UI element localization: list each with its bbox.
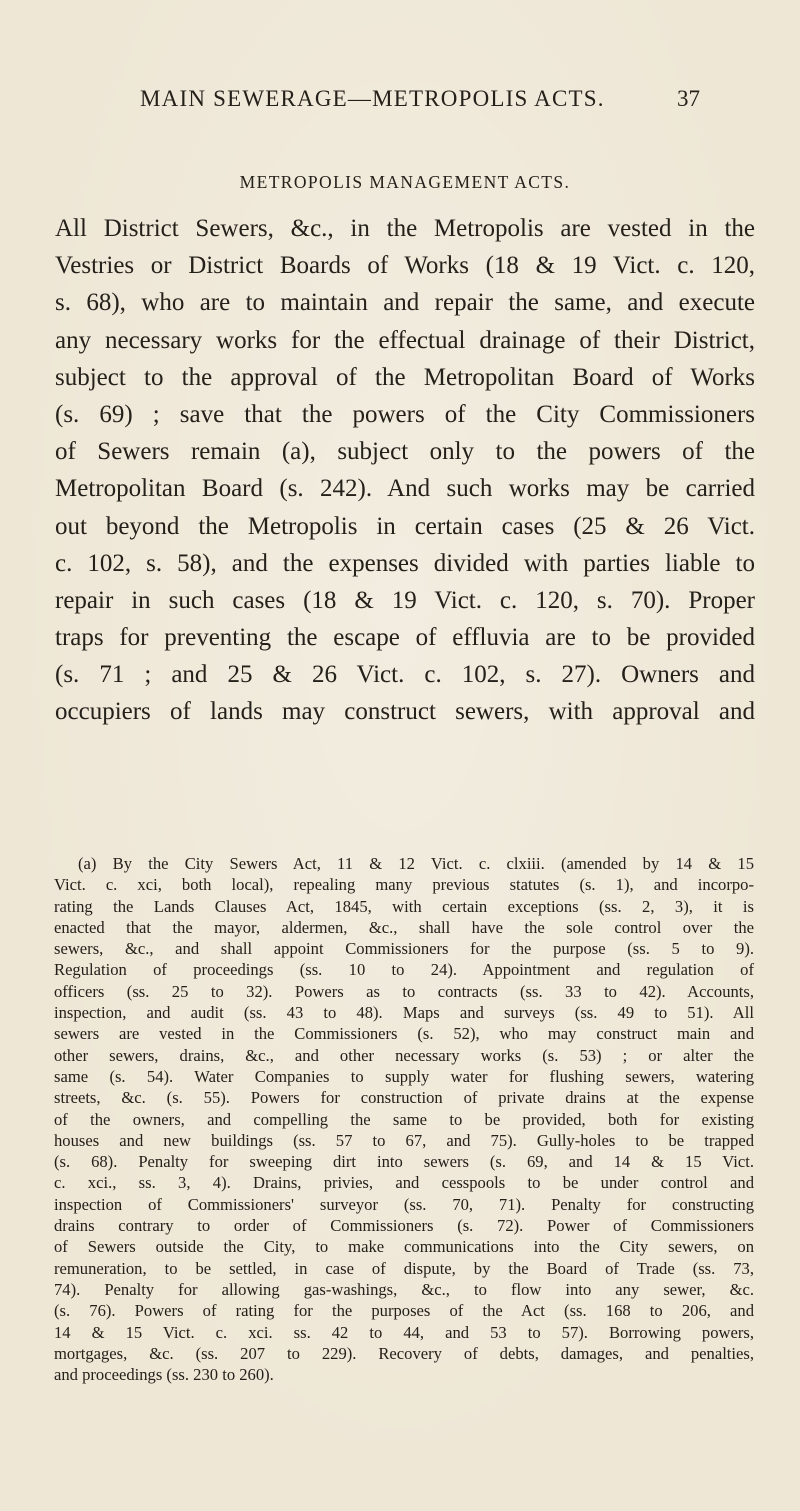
footnote-line: 14 & 15 Vict. c. xci. ss. 42 to 44, and 53 to 57). Borrowing powers, [54, 1322, 754, 1342]
footnote-line: sewers, &c., and shall appoint Commissioners for the purpose (ss. 5 to 9). [54, 939, 754, 959]
page-number: 37 [677, 86, 700, 111]
footnote-line: of the owners, and compelling the same to be provided, both for existing [54, 1109, 754, 1129]
body-line: out beyond the Metropolis in certain cases (25 & 26 Vict. [55, 512, 755, 540]
body-line: Metropolitan Board (s. 242). And such works may be carried [55, 475, 755, 503]
footnote-line: rating the Lands Clauses Act, 1845, with certain exceptions (ss. 2, 3), it is [54, 896, 754, 916]
footnote-line: remuneration, to be settled, in case of dispute, by the Board of Trade (ss. 73, [54, 1258, 754, 1278]
footnote-line: mortgages, &c. (ss. 207 to 229). Recovery of debts, damages, and penalties, [54, 1343, 754, 1363]
footnote-line: c. xci., ss. 3, 4). Drains, privies, and cesspools to be under control and [54, 1173, 754, 1193]
body-line: repair in such cases (18 & 19 Vict. c. 120, s. 70). Proper [55, 586, 755, 614]
footnote-line: inspection of Commissioners' surveyor (ss. 70, 71). Penalty for constructing [54, 1194, 754, 1214]
footnote-line: (s. 68). Penalty for sweeping dirt into sewers (s. 69, and 14 & 15 Vict. [54, 1152, 754, 1172]
footnote-line: 74). Penalty for allowing gas-washings, &c., to flow into any sewer, &c. [54, 1279, 754, 1299]
footnote [54, 853, 754, 1385]
footnote-line: Regulation of proceedings (ss. 10 to 24). Appointment and regulation of [54, 960, 754, 980]
footnote-line: drains contrary to order of Commissioners (s. 72). Power of Commissioners [54, 1216, 754, 1236]
footnote-line: houses and new buildings (ss. 57 to 67, and 75). Gully-holes to be trapped [54, 1130, 754, 1150]
running-head [140, 86, 700, 126]
section-title: METROPOLIS MANAGEMENT ACTS. [239, 172, 571, 192]
body-line: Vestries or District Boards of Works (18 & 19 Vict. c. 120, [55, 252, 755, 280]
body-line: c. 102, s. 58), and the expenses divided with parties liable to [55, 549, 755, 577]
footnote-line: of Sewers outside the City, to make communications into the City sewers, on [54, 1237, 754, 1257]
body-line: subject to the approval of the Metropolitan Board of Works [55, 363, 755, 391]
footnote-line: officers (ss. 25 to 32). Powers as to contracts (ss. 33 to 42). Accounts, [54, 981, 754, 1001]
footnote-line: streets, &c. (s. 55). Powers for construction of private drains at the expense [54, 1088, 754, 1108]
footnote-line: (s. 76). Powers of rating for the purposes of the Act (ss. 168 to 206, and [54, 1301, 754, 1321]
footnote-line: and proceedings (ss. 230 to 260). [54, 1365, 274, 1385]
body-line: All District Sewers, &c., in the Metropolis are vested in the [55, 215, 755, 242]
body-line: of Sewers remain (a), subject only to the powers of the [55, 438, 755, 466]
footnote-line: other sewers, drains, &c., and other necessary works (s. 53) ; or alter the [54, 1045, 754, 1065]
footnote-line: sewers are vested in the Commissioners (s. 52), who may construct main and [54, 1024, 754, 1044]
body-line: occupiers of lands may construct sewers, with approval and [55, 698, 755, 726]
body-line: traps for preventing the escape of effluvia are to be provided [55, 624, 755, 652]
body-line: (s. 69) ; save that the powers of the City Commissioners [55, 400, 755, 428]
running-head-title: MAIN SEWERAGE—METROPOLIS ACTS. [140, 86, 605, 111]
body-line: any necessary works for the effectual drainage of their District, [55, 326, 755, 354]
footnote-line: inspection, and audit (ss. 43 to 48). Maps and surveys (ss. 49 to 51). All [54, 1003, 754, 1023]
footnote-line: enacted that the mayor, aldermen, &c., shall have the sole control over the [54, 917, 754, 937]
footnote-line: same (s. 54). Water Companies to supply water for flushing sewers, watering [54, 1066, 754, 1086]
footnote-line: Vict. c. xci, both local), repealing many previous statutes (s. 1), and incorpo- [54, 875, 754, 895]
body-line: s. 68), who are to maintain and repair the same, and execute [55, 289, 755, 317]
body-paragraph [55, 210, 755, 731]
footnote-line: (a) By the City Sewers Act, 11 & 12 Vict. c. clxiii. (amended by 14 & 15 [78, 854, 754, 873]
body-line: (s. 71 ; and 25 & 26 Vict. c. 102, s. 27). Owners and [55, 661, 755, 689]
